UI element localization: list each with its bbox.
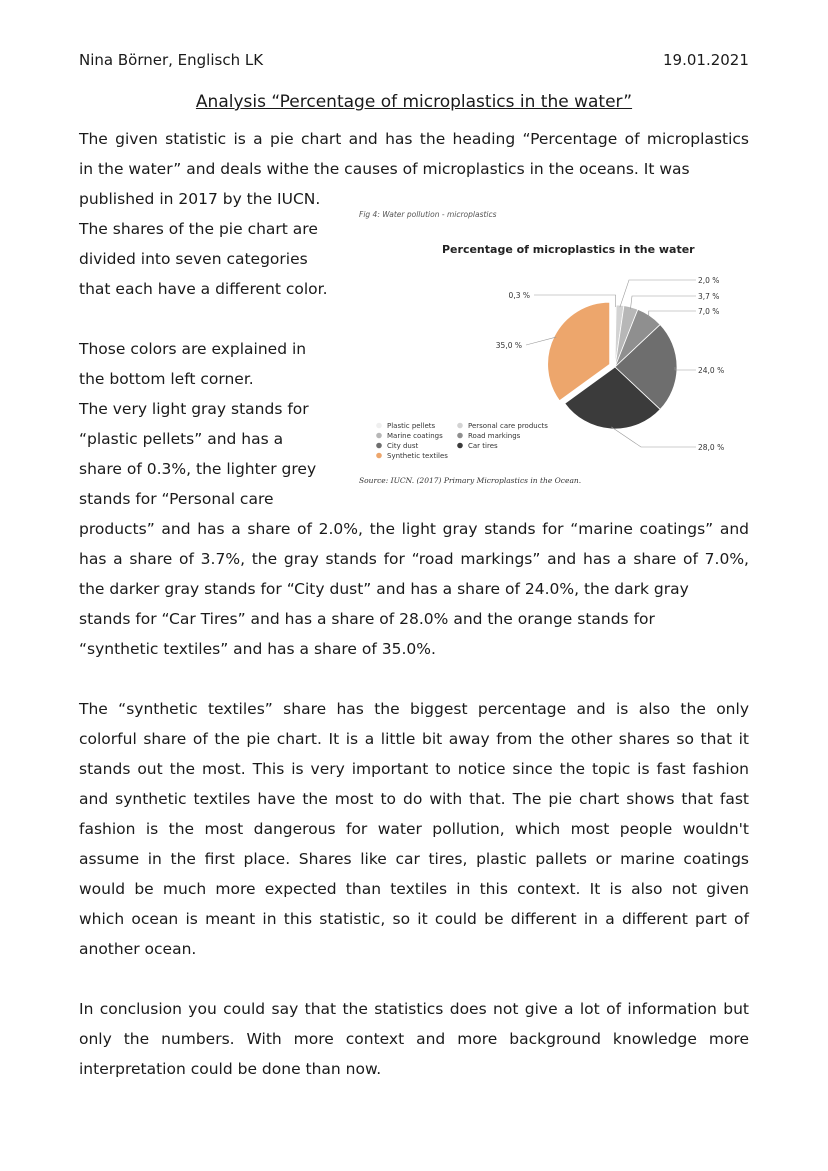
chart-title: Percentage of microplastics in the water	[442, 243, 695, 256]
text-line: in the water” and deals withe the causes of microplastics in the oceans. It was	[79, 160, 690, 178]
figure-caption: Fig 4: Water pollution - microplastics	[359, 210, 497, 219]
text-line: another ocean.	[79, 940, 197, 958]
legend-item-city-dust: City dust	[387, 442, 419, 450]
text-line: the darker gray stands for “City dust” and has a share of 24.0%, the dark gray	[79, 580, 689, 598]
value-label-car-tires: 28,0 %	[698, 443, 725, 452]
text-line: The very light gray stands for	[79, 400, 309, 418]
leader-line	[649, 311, 696, 317]
text-line: that each have a different color.	[79, 280, 328, 298]
text-line: which ocean is meant in this statistic, so it could be different in a different part of	[79, 910, 749, 928]
legend-item-plastic-pellets: Plastic pellets	[387, 422, 436, 430]
text-line: assume in the first place. Shares like car tires, plastic pallets or marine coatings	[79, 850, 749, 868]
text-line: only the numbers. With more context and more background knowledge more	[79, 1030, 749, 1048]
text-line: products” and has a share of 2.0%, the light gray stands for “marine coatings” and	[79, 520, 749, 538]
legend-item-personal-care-products: Personal care products	[468, 422, 548, 430]
legend-item-road-markings: Road markings	[468, 432, 521, 440]
text-line: fashion is the most dangerous for water pollution, which most people wouldn't	[79, 820, 749, 838]
text-line: divided into seven categories	[79, 250, 308, 268]
header-date: 19.01.2021	[663, 51, 749, 69]
text-line: Those colors are explained in	[79, 340, 307, 358]
text-line: and synthetic textiles have the most to do with that. The pie chart shows that fast	[79, 790, 749, 808]
text-line: published in 2017 by the IUCN.	[79, 190, 321, 208]
text-line: In conclusion you could say that the statistics does not give a lot of information but	[79, 1000, 749, 1018]
legend-swatch	[376, 433, 382, 439]
figure-source: Source: IUCN. (2017) Primary Microplastics in the Ocean.	[359, 476, 582, 485]
legend-swatch	[376, 443, 382, 449]
value-label-personal-care-products: 2,0 %	[698, 276, 720, 285]
legend-swatch	[457, 423, 463, 429]
legend-swatch	[457, 433, 463, 439]
value-label-marine-coatings: 3,7 %	[698, 292, 720, 301]
text-line: The given statistic is a pie chart and has the heading “Percentage of microplastics	[79, 130, 749, 148]
pie-chart-figure	[350, 205, 745, 490]
leader-line	[611, 427, 696, 447]
text-line: “plastic pellets” and has a	[79, 430, 284, 448]
leader-line	[630, 296, 696, 309]
pie-chart	[350, 205, 745, 490]
legend-item-marine-coatings: Marine coatings	[387, 432, 443, 440]
text-line: share of 0.3%, the lighter grey	[79, 460, 317, 478]
value-label-city-dust: 24,0 %	[698, 366, 725, 375]
legend-item-synthetic-textiles: Synthetic textiles	[387, 452, 448, 460]
text-line: stands for “Car Tires” and has a share of 28.0% and the orange stands for	[79, 610, 655, 628]
legend-swatch	[376, 453, 382, 459]
text-line: the bottom left corner.	[79, 370, 254, 388]
value-label-plastic-pellets: 0,3 %	[508, 291, 530, 300]
leader-line	[675, 367, 696, 370]
text-line: stands out the most. This is very important to notice since the topic is fast fashion	[79, 760, 749, 778]
text-line: The shares of the pie chart are	[79, 220, 318, 238]
text-line: stands for “Personal care	[79, 490, 274, 508]
text-line: has a share of 3.7%, the gray stands for “road markings” and has a share of 7.0%,	[79, 550, 749, 568]
text-line: interpretation could be done than now.	[79, 1060, 382, 1078]
text-line: The “synthetic textiles” share has the biggest percentage and is also the only	[79, 700, 749, 718]
legend-swatch	[376, 423, 382, 429]
value-label-synthetic-textiles: 35,0 %	[495, 341, 522, 350]
text-line: would be much more expected than textiles in this context. It is also not given	[79, 880, 749, 898]
value-label-road-markings: 7,0 %	[698, 307, 720, 316]
page-title: Analysis “Percentage of microplastics in the water”	[195, 92, 633, 112]
header-author: Nina Börner, Englisch LK	[79, 51, 264, 69]
text-line: colorful share of the pie chart. It is a little bit away from the other shares so that it	[79, 730, 749, 748]
legend-swatch	[457, 443, 463, 449]
text-line: “synthetic textiles” and has a share of 35.0%.	[79, 640, 436, 658]
legend-item-car-tires: Car tires	[468, 442, 498, 450]
